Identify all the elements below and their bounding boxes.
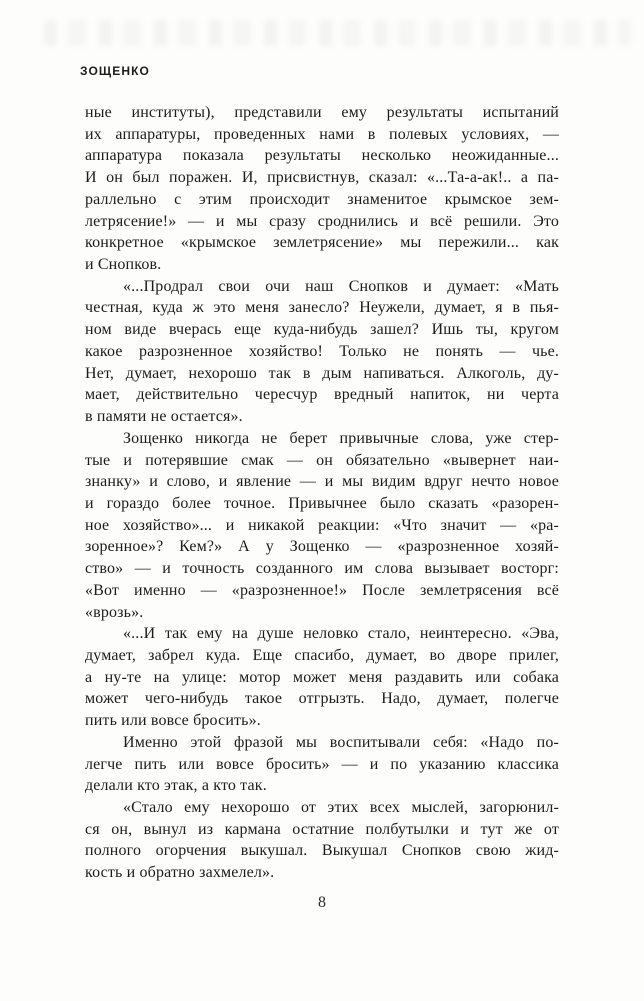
- text-line: а ну-те на улице: мотор может меня раздавить или собака: [85, 668, 559, 686]
- text-line: кость и обратно захмелел».: [85, 864, 275, 882]
- text-line: их аппаратуры, проведенных нами в полевых условиях, —: [85, 125, 559, 143]
- text-line: летрясение!» — и мы сразу сроднились и всё решили. Это: [85, 212, 559, 230]
- text-line: Именно этой фразой мы воспитывали себя: «Надо по-: [123, 733, 559, 751]
- text-line: ное хозяйство»... и никакой реакции: «Что значит — «ра-: [85, 516, 559, 534]
- text-line: ство» — и точность созданного им слова вызывает восторг:: [85, 560, 559, 578]
- text-line: легче пить или вовсе бросить» — и по указанию классика: [85, 755, 559, 773]
- text-line: знанку» и слово, и явление — и мы видим вдруг нечто новое: [85, 473, 559, 491]
- text-line: «Стало ему нехорошо от этих всех мыслей, загорюнил-: [123, 799, 559, 816]
- text-line: делали кто этак, а кто так.: [85, 777, 267, 795]
- text-line: и гораздо более точное. Привычнее было сказать «разорен-: [85, 494, 559, 512]
- text-line: раллельно с этим происходит знаменитое крымское зем-: [85, 190, 559, 208]
- text-line: может чего-нибудь такое отгрызть. Надо, думает, полегче: [85, 690, 559, 708]
- text-line: думает, забрел куда. Еще спасибо, думает, во дворе прилег,: [85, 646, 559, 664]
- text-line: Нет, думает, нехорошо так в дым напиваться. Алкоголь, ду-: [85, 364, 559, 382]
- page-number: 8: [318, 894, 326, 911]
- text-line: ные институты), представили ему результаты испытаний: [85, 104, 559, 121]
- text-line: в памяти не остается».: [85, 408, 243, 426]
- text-line: конкретное «крымское землетрясение» мы пережили... как: [85, 234, 559, 252]
- text-line: мает, действительно чересчур вредный напиток, ни черта: [85, 386, 559, 404]
- text-line: полного огорчения выкушал. Выкушал Снопков свою жид-: [85, 842, 559, 860]
- text-line: зоренное»? Кем?» А у Зощенко — «разрозненное хозяй-: [85, 538, 559, 556]
- text-line: какое разрозненное хозяйство! Только не понять — чье.: [85, 342, 559, 360]
- text-line: и Снопков.: [85, 256, 162, 274]
- text-line: «Вот именно — «разрозненное!» После землетрясения всё: [85, 581, 559, 599]
- text-line: «...И так ему на душе неловко стало, неинтересно. «Эва,: [123, 625, 559, 643]
- body-text: [85, 102, 559, 884]
- running-header: ЗОЩЕНКО: [80, 64, 150, 78]
- text-line: ном виде вчерась еще куда-нибудь зашел? Ишь ты, кругом: [85, 321, 559, 339]
- page-bleed-artifact: [44, 20, 632, 46]
- text-line: аппаратура показала результаты несколько неожиданные...: [85, 147, 559, 165]
- text-line: ся он, вынул из кармана остатние полбутылки и тут же от: [85, 820, 559, 838]
- text-line: «врозь».: [85, 603, 144, 621]
- text-line: тые и потерявшие смак — он обязательно «вывернет наи-: [85, 451, 559, 469]
- text-line: честная, куда ж это меня занесло? Неужели, думает, я в пья-: [85, 299, 559, 317]
- text-line: пить или вовсе бросить».: [85, 712, 261, 730]
- text-line: «...Продрал свои очи наш Снопков и думает: «Мать: [123, 277, 559, 295]
- text-line: Зощенко никогда не берет привычные слова, уже стер-: [123, 429, 559, 447]
- text-line: И он был поражен. И, присвистнув, сказал: «...Та-а-ак!.. а па-: [85, 169, 559, 187]
